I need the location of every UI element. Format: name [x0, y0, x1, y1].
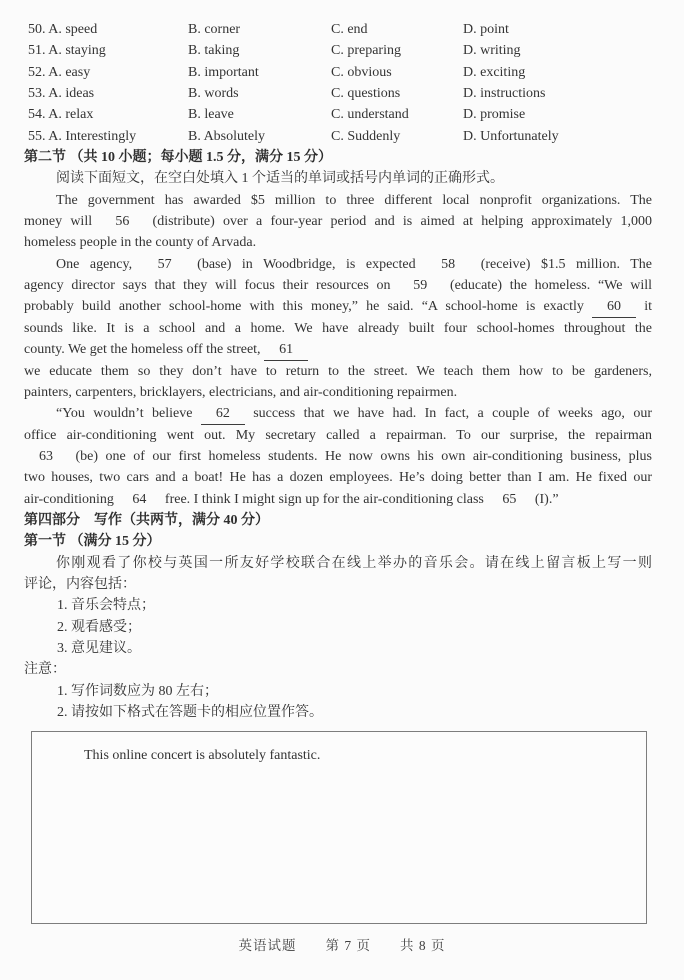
page-footer — [0, 934, 684, 954]
option-cell: D. point — [463, 22, 509, 37]
option-cell: 55. A. Interestingly — [28, 128, 137, 144]
cloze-line: agency director says that they will focus their resources on 59 (educate) the homeless. “We will — [24, 275, 652, 296]
cloze-line: 63 (be) one of our first homeless students. He now owns his own air-conditioning business, plus — [24, 446, 652, 467]
notes-header: 注意： — [24, 662, 66, 678]
option-cell: B. important — [188, 64, 259, 80]
writing-point: 3. 意见建议。 — [57, 640, 141, 656]
option-row — [24, 40, 652, 61]
option-cell: C. preparing — [331, 43, 401, 59]
answer-box — [31, 731, 647, 924]
footer-text: 英语试题 第 7 页 共 8 页 — [238, 938, 446, 953]
blank-63: 63 — [24, 450, 68, 467]
blank-59: 59 — [398, 279, 442, 296]
cloze-line: county. We get the homeless off the street, 61 — [24, 339, 652, 360]
writing-point: 2. 观看感受； — [57, 619, 141, 635]
option-cell: 51. A. staying — [28, 43, 106, 59]
option-cell: B. leave — [188, 107, 234, 123]
cloze-line: probably build another school-home with this money,” he said. “A school-home is exactly 60 it — [24, 296, 652, 317]
blank-60: 60 — [592, 300, 636, 317]
option-cell: D. instructions — [463, 86, 546, 102]
option-cell: D. exciting — [463, 64, 526, 80]
blank-62: 62 — [201, 407, 245, 424]
option-cell: C. questions — [331, 86, 401, 102]
answer-box-prompt: This online concert is absolutely fantastic. — [84, 748, 321, 764]
cloze-line: One agency, 57 (base) in Woodbridge, is expected 58 (receive) $1.5 million. The — [24, 254, 652, 275]
section2-instruction: 阅读下面短文，在空白处填入 1 个适当的单词或括号内单词的正确形式。 — [56, 171, 504, 187]
option-row — [24, 83, 652, 104]
option-cell: C. Suddenly — [331, 128, 401, 144]
option-cell: D. writing — [463, 43, 521, 59]
option-cell: 52. A. easy — [28, 64, 91, 80]
option-row — [24, 62, 652, 83]
cloze-line: “You wouldn’t believe 62 success that we have had. In fact, a couple of weeks ago, our — [24, 403, 652, 424]
section2-header: 第二节 （共 10 小题；每小题 1.5 分，满分 15 分） — [24, 150, 332, 166]
body-lines — [24, 190, 652, 724]
option-cell: B. taking — [188, 43, 240, 59]
cloze-line: money will 56 (distribute) over a four-year period and is aimed at helping approximately 1,000 — [24, 211, 652, 232]
blank-56: 56 — [100, 215, 144, 232]
blank-64: 64 — [117, 493, 161, 510]
option-cell: B. corner — [188, 22, 241, 37]
option-cell: 53. A. ideas — [28, 86, 95, 102]
cloze-line: painters, carpenters, bricklayers, electricians, and air-conditioning repairmen. — [24, 384, 458, 400]
writing-prompt-line: 评论，内容包括： — [24, 576, 136, 592]
writing-point: 1. 音乐会特点； — [57, 598, 155, 614]
writing-prompt-line: 你刚观看了你校与英国一所友好学校联合在线上举办的音乐会。请在线上留言板上写一则 — [56, 555, 652, 571]
option-cell: B. words — [188, 86, 239, 102]
cloze-line: we educate them so they don’t have to return to the street. We teach them how to be gardeners, — [24, 363, 652, 379]
option-row — [24, 104, 652, 125]
option-row — [24, 126, 652, 147]
option-cell: B. Absolutely — [188, 128, 266, 144]
blank-57: 57 — [143, 258, 187, 275]
option-cell: C. obvious — [331, 64, 392, 80]
option-cell: 54. A. relax — [28, 107, 94, 123]
option-cell: C. end — [331, 22, 368, 37]
option-cell: 50. A. speed — [28, 22, 98, 37]
options-table — [24, 19, 652, 147]
blank-61: 61 — [264, 343, 308, 360]
blank-65: 65 — [487, 493, 531, 510]
option-cell: C. understand — [331, 107, 409, 123]
option-cell: D. promise — [463, 107, 526, 123]
note-item: 1. 写作词数应为 80 左右； — [57, 683, 218, 699]
cloze-line: air-conditioning 64 free. I think I might sign up for the air-conditioning class 65 (I).” — [24, 489, 652, 510]
cloze-line: office air-conditioning went out. My secretary called a repairman. To our surprise, the repairman — [24, 427, 652, 443]
cloze-line: sounds like. It is a school and a home. We have already built four school-homes throughout the — [24, 320, 652, 336]
cloze-line: homeless people in the county of Arvada. — [24, 235, 257, 251]
cloze-line: two houses, two cars and a boat! He has a dozen employees. He’s doing better than I am. He fixed our — [24, 470, 652, 486]
option-row — [24, 19, 652, 40]
part4-header: 第四部分 写作（共两节，满分 40 分） — [24, 512, 269, 528]
part4-section1-header: 第一节 （满分 15 分） — [24, 534, 161, 550]
note-item: 2. 请按如下格式在答题卡的相应位置作答。 — [57, 705, 323, 720]
cloze-line: The government has awarded $5 million to three different local nonprofit organizations. The — [56, 192, 652, 208]
blank-58: 58 — [426, 258, 470, 275]
option-cell: D. Unfortunately — [463, 128, 559, 144]
